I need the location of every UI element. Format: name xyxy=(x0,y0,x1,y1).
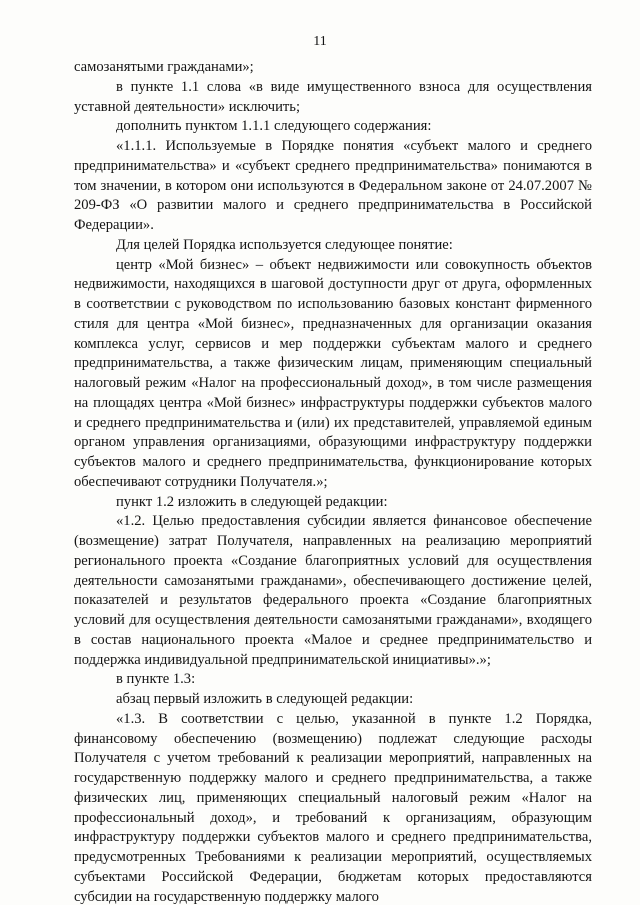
paragraph: «1.2. Целью предоставления субсидии является финансовое обеспечение (возмещение) затрат Получателя, направленных на реализацию мероприятий регионального проекта «Создание благоприятных условий для осуществления деятельности самозанятыми гражданами», обеспечивающего достижение целей, показателей и результатов федерального проекта «Создание благоприятных условий для осуществления деятельности самозанятыми гражданами», входящего в состав национального проекта «Малое и среднее предпринимательство и поддержка индивидуальной предпринимательской инициативы».»; xyxy=(74,513,592,668)
paragraph: центр «Мой бизнес» – объект недвижимости или совокупность объектов недвижимости, находящихся в шаговой доступности друг от друга, оформленных в соответствии с руководством по использованию базовых констант фирменного стиля для центра «Мой бизнес», предназначенных для организации оказания комплекса услуг, сервисов и мер поддержки субъектам малого и среднего предпринимательства, а также физическим лицам, применяющим специальный налоговый режим «Налог на профессиональный доход», в том числе размещения на площадях центра «Мой бизнес» инфраструктуры поддержки субъектов малого и среднего предпринимательства и (или) их представителей, управляемой единым органом управления организациями, образующими инфраструктуру поддержки субъектов малого и среднего предпринимательства, функционирование которых обеспечивают сотрудники Получателя.»; xyxy=(74,256,592,490)
page-number: 11 xyxy=(313,34,327,49)
paragraph: абзац первый изложить в следующей редакции: xyxy=(116,691,414,707)
paragraph: «1.1.1. Используемые в Порядке понятия «субъект малого и среднего предпринимательства» и «субъект среднего предпринимательства» понимаются в том значении, в котором они используются в Федеральном законе от 24.07.2007 № 209-ФЗ «О развитии малого и среднего предпринимательства в Российской Федерации». xyxy=(74,138,592,233)
paragraph: в пункте 1.1 слова «в виде имущественного взноса для осуществления уставной деятельности» исключить; xyxy=(74,78,592,115)
paragraph: пункт 1.2 изложить в следующей редакции: xyxy=(116,493,388,510)
document-body xyxy=(74,58,592,907)
paragraph: «1.3. В соответствии с целью, указанной в пункте 1.2 Порядка, финансовому обеспечению (возмещению) подлежат следующие расходы Получателя с учетом требований к реализации мероприятий, направленных на государственную поддержку малого и среднего предпринимательства, а также физических лиц, применяющих специальный налоговый режим «Налог на профессиональный доход», и требований к организациям, образующим инфраструктуру поддержки субъектов малого и среднего предпринимательства, предусмотренных Требованиями к реализации мероприятий, осуществляемых субъектами Российской Федерации, бюджетам которых предоставляются субсидии на государственную поддержку малого xyxy=(74,710,592,905)
paragraph: дополнить пунктом 1.1.1 следующего содержания: xyxy=(116,118,432,135)
paragraph: в пункте 1.3: xyxy=(116,671,196,688)
paragraph: Для целей Порядка используется следующее понятие: xyxy=(116,236,453,253)
paragraph: самозанятыми гражданами»; xyxy=(74,59,254,75)
